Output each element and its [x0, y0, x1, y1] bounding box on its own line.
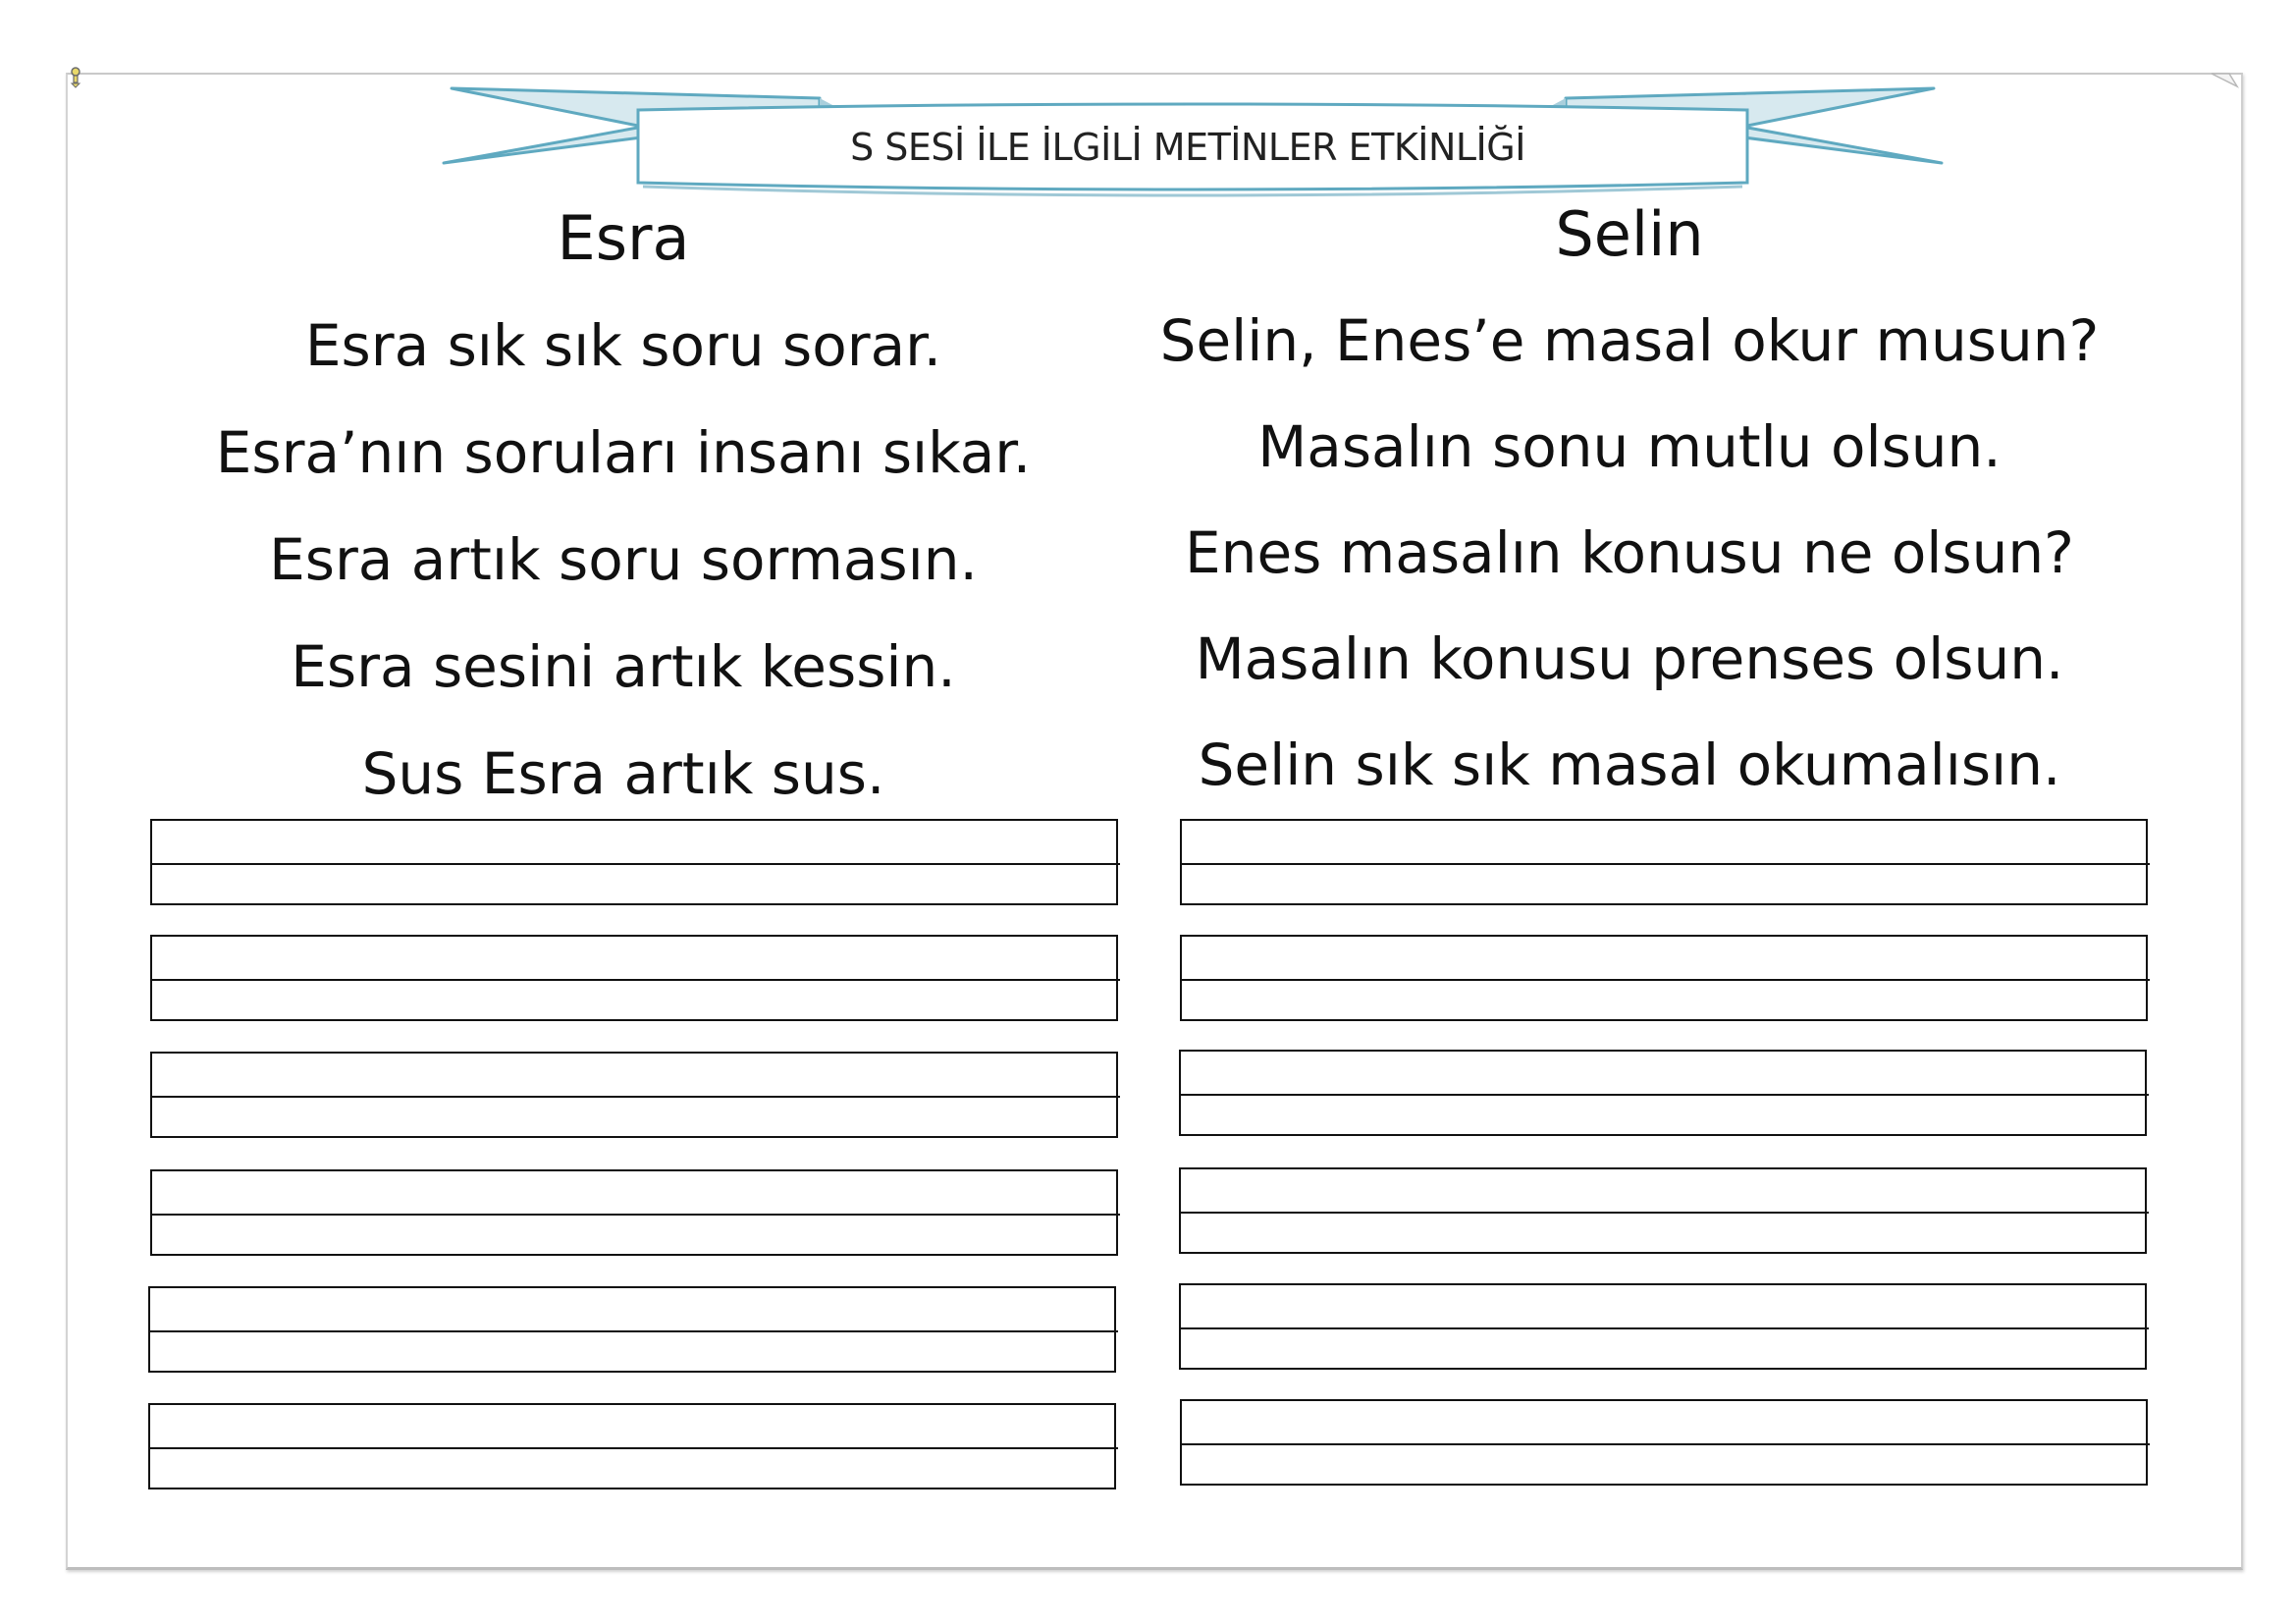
story-line: Selin, Enes’e masal okur musun?	[1159, 307, 2100, 374]
writing-box[interactable]	[1180, 1399, 2148, 1486]
story-line: Esra artık soru sormasın.	[269, 526, 978, 593]
writing-box[interactable]	[1179, 1050, 2147, 1136]
writing-box[interactable]	[150, 1052, 1118, 1138]
writing-box[interactable]	[1180, 819, 2148, 905]
writing-box[interactable]	[1180, 935, 2148, 1021]
writing-box[interactable]	[148, 1403, 1116, 1489]
story-line: Esra sık sık soru sorar.	[304, 312, 942, 379]
story-line: Enes masalın konusu ne olsun?	[1185, 519, 2074, 586]
story-title: Selin	[1555, 198, 1704, 270]
story-esra	[157, 203, 1090, 809]
page-corner-fold	[2210, 73, 2239, 94]
story-line: Selin sık sık masal okumalısın.	[1198, 731, 2061, 798]
anchor-icon	[69, 67, 82, 88]
writing-box[interactable]	[1179, 1167, 2147, 1254]
story-line: Sus Esra artık sus.	[361, 740, 885, 807]
story-title: Esra	[557, 202, 690, 274]
writing-box[interactable]	[150, 819, 1118, 905]
story-selin	[1139, 199, 2120, 800]
writing-box[interactable]	[150, 935, 1118, 1021]
story-line: Esra sesini artık kessin.	[291, 633, 956, 700]
writing-box[interactable]	[148, 1286, 1116, 1373]
writing-box[interactable]	[1179, 1283, 2147, 1370]
story-line: Masalın sonu mutlu olsun.	[1257, 413, 2002, 480]
writing-box[interactable]	[150, 1169, 1118, 1256]
story-line: Esra’nın soruları insanı sıkar.	[215, 419, 1032, 486]
worksheet-title: S SESİ İLE İLGİLİ METİNLER ETKİNLİĞİ	[850, 126, 1525, 169]
story-line: Masalın konusu prenses olsun.	[1195, 625, 2064, 692]
